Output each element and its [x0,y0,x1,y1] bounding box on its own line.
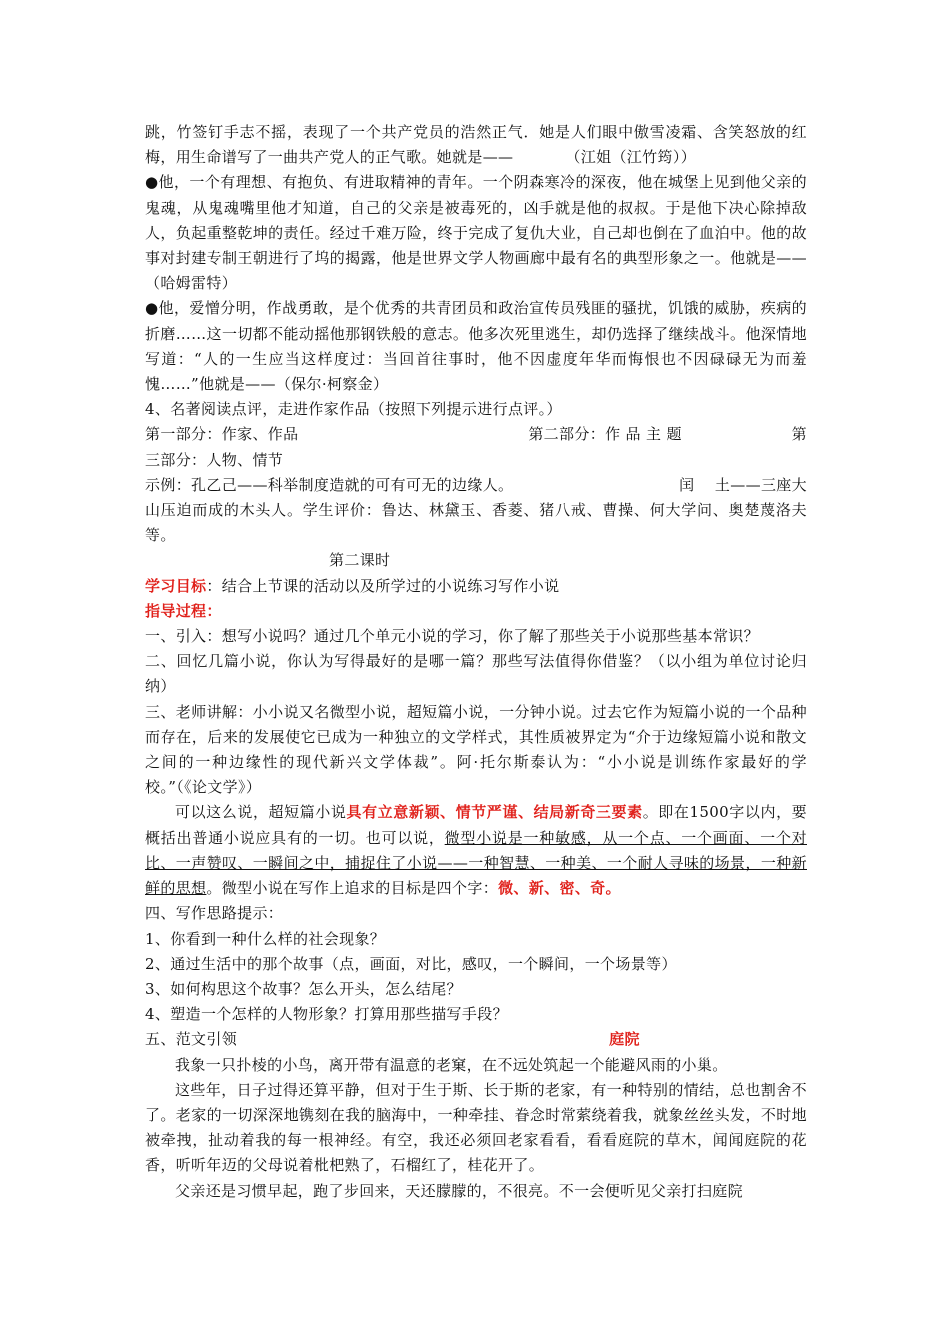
step-four: 四、写作思路提示： [145,904,284,923]
part-two: 第二部分：作 品 主 题 [528,425,682,444]
paragraph-text: 跳，竹签钉手志不摇，表现了一个共产党员的浩然正气．她是人们眼中傲雪凌霜、含笑怒放的红梅，用生命谱写了一曲共产党人的正气歌。她就是—— [145,123,807,167]
step-three-detail [145,800,807,901]
essay-paragraph-2: 这些年，日子过得还算平静，但对于生于斯、长于斯的老家，有一种特别的情结，总也割舍不了。老家的一切深深地镌刻在我的脑海中，一种牵挂、眷念时常萦绕着我，就象丝丝头发，不时地被牵拽，扯动着我的每一根神经。有空，我还必须回老家看看，看看庭院的草木，闻闻庭院的花香，听听年迈的父母说着枇杷熟了，石榴红了，桂花开了。 [145,1080,807,1175]
three-elements: 具有立意新颖、情节严谨、结局新奇三要素 [346,803,643,822]
paragraph-jiangjie [145,120,807,170]
step-three: 三、老师讲解：小小说又名微型小说，超短篇小说，一分钟小说。过去它作为短篇小说的一个品种而存在，后来的发展使它已成为一种独立的文学样式，其性质被界定为“介于边缘短篇小说和散文之间的一种边缘性的现代新兴文学体裁”。阿·托尔斯泰认为：“小小说是训练作家最好的学校。”（《论文学》） [145,702,807,797]
answer-text: （江姐（江竹筠）） [565,148,697,167]
paragraph-pavel: ●他，爱憎分明，作战勇敢，是个优秀的共青团员和政治宣传员残匪的骚扰，饥饿的威胁，疾病的折磨……这一切都不能动摇他那钢铁般的意志。他多次死里逃生，却仍选择了继续战斗。他深情地写道：“人的一生应当这样度过：当回首往事时，他不因虚度年华而悔恨也不因碌碌无为而羞愧……”他就是——（保尔·柯察金） [145,299,807,394]
parts-row [145,422,807,447]
step-five [145,1027,807,1052]
document-page [145,120,807,1204]
essay-paragraph-1: 我象一只扑棱的小鸟，离开带有温意的老窠，在不远处筑起一个能避风雨的小巢。 [175,1055,728,1074]
step-two: 二、回忆几篇小说，你认为写得最好的是哪一篇？那些写法值得你借鉴？（以小组为单位讨论归纳） [145,652,807,696]
part-three: 三部分：人物、情节 [145,450,284,469]
micro-novel-definition: 微型小说是一种敏感，从一个点、一个画面、一个对比、一声赞叹、一瞬间之中，捕捉住了小说——一种智慧、一种美、一个耐人寻味的场景，一种新鲜的思想 [145,828,807,898]
essay-title: 庭院 [609,1030,640,1049]
detail-mid: 。即在1500字以内，要概括出普通小说应具有的一切。也可以说， [145,803,808,847]
tip-two: 2、通过生活中的那个故事（点，画面，对比，感叹，一个瞬间，一个场景等） [145,954,677,973]
goal-text: ：结合上节课的活动以及所学过的小说练习写作小说 [206,576,560,595]
example-continued: 山压迫而成的木头人。学生评价：鲁达、林黛玉、香菱、猪八戒、曹操、何大学问、奥楚蔑洛夫等。 [145,501,807,545]
detail-pre: 可以这么说，超短篇小说 [175,803,347,822]
lesson-two-heading: 第二课时 [329,551,391,570]
step-one: 一、引入：想写小说吗？通过几个单元小说的学习，你了解了那些关于小说那些基本常识？ [145,627,760,646]
part-three-start: 第 [791,425,807,444]
paragraph-hamlet: ●他，一个有理想、有抱负、有进取精神的青年。一个阴森寒冷的深夜，他在城堡上见到他父亲的鬼魂，从鬼魂嘴里他才知道，自己的父亲是被毒死的，凶手就是他的叔叔。于是他下决心除掉敌人，负起重整乾坤的责任。经过千难万险，终于完成了复仇大业，自己却也倒在了血泊中。他的故事对封建专制王朝进行了坞的揭露，他是世界文学人物画廊中最有名的典型形象之一。他就是——（哈姆雷特） [145,173,807,293]
tip-four: 4、塑造一个怎样的人物形象？打算用那些描写手段？ [145,1005,508,1024]
paragraph-reading-review: 4、名著阅读点评，走进作家作品（按照下列提示进行点评。） [145,400,562,419]
learning-goal [145,574,807,599]
tip-three: 3、如何构思这个故事？怎么开头，怎么结尾？ [145,979,462,998]
tip-one: 1、你看到一种什么样的社会现象？ [145,929,386,948]
detail-post: 。微型小说在写作上追求的目标是四个字： [206,879,499,898]
example-row [145,473,807,498]
four-words: 微、新、密、奇。 [498,879,621,898]
guide-process-label: 指导过程： [145,601,222,620]
goal-label: 学习目标 [145,576,207,595]
example-kongyiji: 示例：孔乙己——科举制度造就的可有可无的边缘人。 [145,475,514,494]
example-runtu: 闰 土——三座大 [679,475,807,494]
step-five-label: 五、范文引领 [145,1030,238,1049]
part-one: 第一部分：作家、作品 [145,425,299,444]
essay-paragraph-3: 父亲还是习惯早起，跑了步回来，天还朦朦的，不很亮。不一会便听见父亲打扫庭院 [175,1181,743,1200]
